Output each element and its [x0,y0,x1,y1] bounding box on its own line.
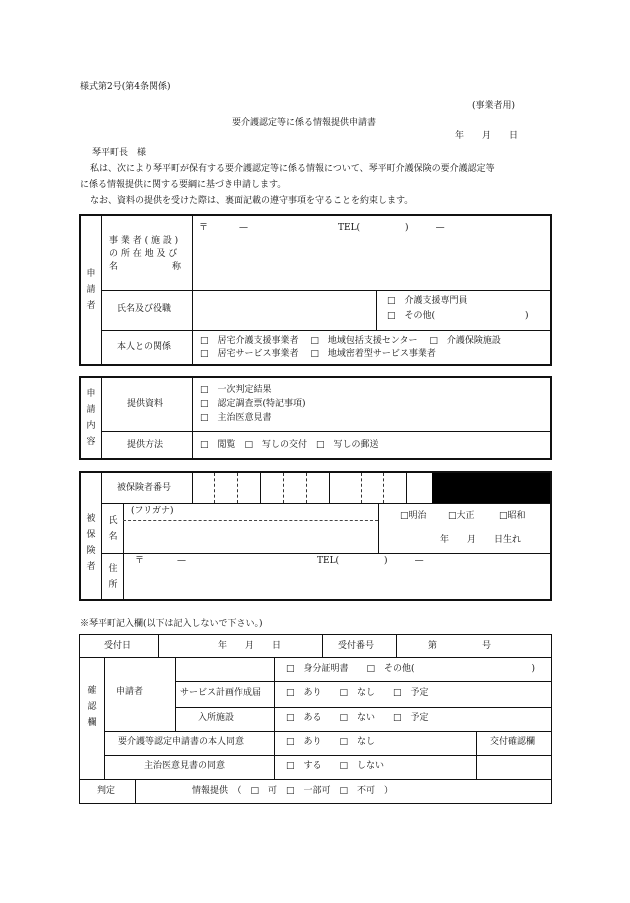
insured-number-label: 被保険者番号 [117,483,172,493]
material-first-result[interactable]: □ 一次判定結果 [200,385,272,395]
materials-label: 提供資料 [127,399,164,409]
received-date-label: 受付日 [104,641,132,651]
name-role-label: 氏名及び役職 [117,304,172,314]
role-other[interactable]: □ その他( ) [387,311,529,321]
form-number: 様式第2号(第4条関係) [80,82,171,92]
body-line-2: に係る情報提供に関する要綱に基づき申請します。 [80,180,287,190]
relation-row-2[interactable]: □ 居宅サービス事業者 □ 地域密着型サービス事業者 [200,349,436,359]
facility-options[interactable]: □ ある □ ない □ 予定 [286,713,429,723]
postal-dash: — [239,223,248,233]
addressee: 琴平町長 様 [92,148,147,158]
body-line-3: なお、資料の提供を受けた際は、裏面記載の遵守事項を守ることを約束します。 [90,196,414,206]
receipt-number-value: 第 号 [428,641,492,651]
received-date-value: 年 月 日 [218,641,282,651]
role-care-manager[interactable]: □ 介護支援専門員 [387,296,468,306]
birth-line: 年 月 日生れ [440,535,522,545]
insured-postal-mark: 〒 [135,556,145,566]
judgment-label: 判定 [97,786,116,796]
insured-address-label: 住所 [108,564,118,590]
material-doctor-opinion[interactable]: □ 主治医意見書 [200,413,272,423]
method-options[interactable]: □ 閲覧 □ 写しの交付 □ 写しの郵送 [200,440,379,450]
service-plan-label: サービス計画作成届 [180,688,262,698]
receipt-number-label: 受付番号 [338,641,375,651]
era-meiji[interactable]: □明治 [400,511,427,521]
date-line: 年 月 日 [455,131,519,141]
black-block [432,473,550,503]
insured-name-label: 氏名 [108,516,118,542]
applicant-side-label: 申請者 [86,269,96,311]
insured-tel-label: TEL( ) — [317,556,424,566]
era-showa[interactable]: □昭和 [499,511,526,521]
era-taisho[interactable]: □大正 [448,511,475,521]
material-survey[interactable]: □ 認定調査票(特記事項) [200,399,306,409]
office-applicant-label: 申請者 [116,687,144,697]
relation-label: 本人との関係 [117,342,172,352]
confirm-side-label: 確認欄 [87,686,97,728]
furigana-label: (フリガナ) [131,506,174,516]
insured-section [79,471,552,601]
applicant-section [79,214,552,366]
request-section [79,376,552,460]
tel-label: TEL( ) — [338,223,445,233]
doctor-consent-label: 主治医意見書の同意 [144,761,226,771]
consent-label: 要介護等認定申請書の本人同意 [118,737,245,747]
office-note: ※琴平町記入欄(以下は記入しないで下さい。) [80,619,263,629]
facility-label: 入所施設 [198,713,235,723]
usage-label: (事業者用) [472,101,516,111]
method-label: 提供方法 [127,440,164,450]
request-side-label: 申請内容 [86,389,96,447]
office-section [79,634,552,804]
body-line-1: 私は、次により琴平町が保有する要介護認定等に係る情報について、琴平町介護保険の要介護認定等 [90,164,495,174]
postal-mark: 〒 [199,223,209,233]
insured-side-label: 被保険者 [86,514,96,572]
info-provision-options[interactable]: 情報提供 （ □ 可 □ 一部可 □ 不可 ） [192,786,394,796]
address-label-3: 名 称 [109,262,182,272]
doctor-consent-options[interactable]: □ する □ しない [286,761,385,771]
consent-options[interactable]: □ あり □ なし [286,737,376,747]
relation-row-1[interactable]: □ 居宅介護支援事業者 □ 地域包括支援センター □ 介護保険施設 [200,336,501,346]
delivery-check-label: 交付確認欄 [490,737,536,747]
insured-postal-dash: — [177,556,186,566]
address-label-2: の 所 在 地 及 び [109,249,178,259]
page-title: 要介護認定等に係る情報提供申請書 [232,118,377,128]
address-label-1: 事 業 者 ( 施 設 ) [109,236,179,246]
service-plan-options[interactable]: □ あり □ なし □ 予定 [286,688,429,698]
id-document-options[interactable]: □ 身分証明書 □ その他( ) [286,664,536,674]
